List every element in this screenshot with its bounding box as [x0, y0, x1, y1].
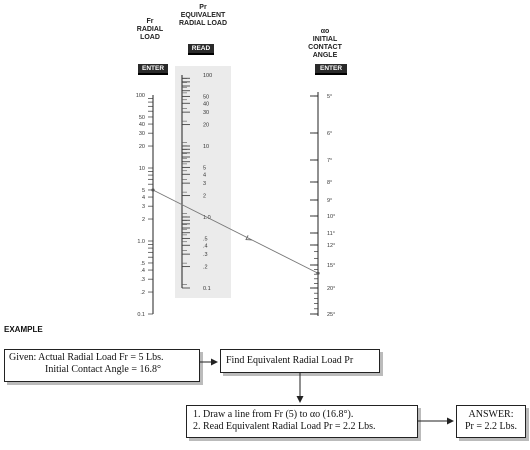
- pr-tick-label: 2: [203, 193, 207, 200]
- fr-tick-label: .4: [140, 268, 145, 275]
- alpha-tick-label: 10°: [327, 214, 336, 220]
- answer-label: ANSWER:: [468, 409, 514, 420]
- alpha-tick-label: 8°: [327, 180, 333, 186]
- fr-tick-label: 40: [138, 122, 145, 129]
- fr-tick-label: 2: [141, 217, 145, 224]
- alpha-tick-label: 12°: [327, 243, 336, 249]
- pr-read-button[interactable]: READ: [188, 44, 214, 55]
- step-1: 1. Draw a line from Fr (5) to αo (16.8°).: [193, 409, 354, 420]
- pr-tick-label: .2: [203, 264, 208, 271]
- alpha-header-line2: CONTACT: [308, 44, 342, 51]
- alpha-tick-label: 5°: [327, 94, 333, 100]
- alpha-tick-label: 15°: [327, 263, 336, 269]
- pr-symbol: Pr: [199, 4, 207, 11]
- pr-header-line2: RADIAL LOAD: [178, 20, 228, 27]
- answer-value: Pr = 2.2 Lbs.: [464, 421, 518, 432]
- fr-tick-label: 30: [138, 131, 145, 138]
- find-text: Find Equivalent Radial Load Pr: [226, 355, 354, 366]
- pr-tick-label: 50: [203, 94, 210, 101]
- fr-tick-label: 10: [138, 166, 145, 172]
- step-2: 2. Read Equivalent Radial Load Pr = 2.2 Lbs.: [193, 421, 376, 432]
- alpha-header-line3: ANGLE: [312, 52, 338, 59]
- alpha-tick-label: 20°: [327, 286, 336, 292]
- alpha-header-line1: INITIAL: [312, 36, 338, 43]
- pr-tick-label: .3: [203, 252, 208, 259]
- fr-tick-label: 100: [135, 93, 145, 99]
- pr-tick-label: 3: [203, 181, 207, 188]
- fr-tick-label: 4: [141, 195, 145, 202]
- pr-tick-label: 30: [203, 110, 210, 117]
- fr-tick-label: 20: [138, 144, 145, 151]
- pr-tick-label: 1.0: [203, 215, 211, 221]
- fr-tick-label: 1.0: [137, 239, 145, 245]
- alpha-enter-button[interactable]: ENTER: [315, 64, 347, 75]
- fr-tick-label: 50: [138, 114, 145, 121]
- fr-tick-label: .3: [140, 277, 145, 284]
- fr-tick-label: 0.1: [137, 312, 145, 318]
- pr-tick-label: 20: [203, 122, 210, 129]
- alpha-tick-label: 11°: [327, 231, 335, 237]
- pr-tick-label: 4: [203, 172, 207, 179]
- fr-tick-label: 3: [141, 204, 145, 211]
- pr-header-line1: EQUIVALENT: [180, 12, 226, 19]
- pr-tick-label: 5: [203, 165, 207, 172]
- alpha-tick-label: 7°: [327, 158, 333, 164]
- pr-tick-label: .4: [203, 243, 208, 250]
- pr-tick-label: 10: [203, 144, 210, 150]
- fr-tick-label: .5: [140, 260, 145, 267]
- alpha-tick-label: 25°: [327, 312, 336, 318]
- fr-tick-label: 5: [141, 187, 145, 194]
- fr-header-line1: RADIAL: [136, 26, 164, 33]
- fr-enter-button[interactable]: ENTER: [138, 64, 168, 75]
- pr-tick-label: 0.1: [203, 286, 211, 292]
- example-title: EXAMPLE: [4, 325, 43, 334]
- fr-header-line2: LOAD: [140, 34, 160, 41]
- given-line-2: Initial Contact Angle = 16.8°: [45, 364, 162, 375]
- given-line-1: Given: Actual Radial Load Fr = 5 Lbs.: [9, 352, 164, 363]
- pr-tick-label: .5: [203, 236, 208, 243]
- pr-tick-label: 40: [203, 101, 210, 108]
- pr-tick-label: 100: [203, 73, 213, 79]
- alpha-tick-label: 6°: [327, 131, 333, 137]
- fr-symbol: Fr: [146, 18, 154, 25]
- alpha-tick-label: 9°: [327, 198, 333, 204]
- fr-tick-label: .2: [140, 290, 145, 297]
- alpha-symbol: αo: [320, 28, 330, 35]
